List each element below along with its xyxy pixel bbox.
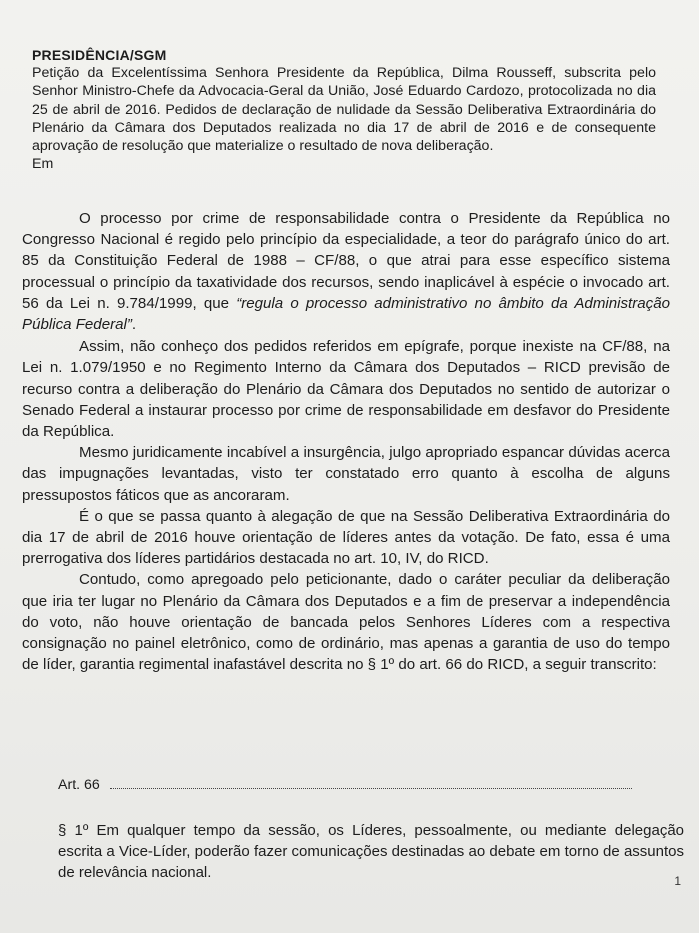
- dotted-leader: [110, 776, 632, 789]
- paragraph-one: [22, 208, 670, 335]
- paragraph-five: Contudo, como apregoado pelo peticionante, dado o caráter peculiar da deliberação que iria ter lugar no Plenário da Câmara dos Deputados e a fim de preservar a independência do voto, não houve orientação de bancada pelos Senhores Líderes com a respectiva consignação no painel eletrônico, como de ordinário, mas apenas a garantia de uso do tempo de líder, garantia regimental inafastável descrita no § 1º do art. 66 do RICD, a seguir transcrito:: [22, 571, 670, 674]
- summary-text: Petição da Excelentíssima Senhora Presidente da República, Dilma Rousseff, subscrita pelo Senhor Ministro-Chefe da Advocacia-Geral da União, José Eduardo Cardozo, protocolizada no dia 25 de abril de 2016. Pedidos de declaração de nulidade da Sessão Deliberativa Extraordinária do Plenário da Câmara dos Deputados realizada no dia 17 de abril de 2016 e de consequente aprovação de resolução que materialize o resultado de nova deliberação.: [32, 65, 656, 155]
- paragraph-four: É o que se passa quanto à alegação de que na Sessão Deliberativa Extraordinária do dia 17 de abril de 2016 houve orientação de líderes antes da votação. De fato, essa é uma prerrogativa dos líderes partidários destacada no art. 10, IV, do RICD.: [22, 507, 670, 568]
- article-paragraph: § 1º Em qualquer tempo da sessão, os Líderes, pessoalmente, ou mediante delegação escrita a Vice-Líder, poderão fazer comunicações destinadas ao debate em torno de assuntos de relevância nacional.: [58, 822, 684, 881]
- document-body: [22, 208, 670, 675]
- page-number: 1: [674, 874, 681, 888]
- document-header: [32, 46, 656, 173]
- paragraph-one-end: .: [131, 316, 137, 334]
- paragraph-one-quote: “regula o processo administrativo no âmbito da Administração Pública Federal”: [22, 294, 670, 334]
- article-citation-line: [58, 776, 632, 794]
- paragraph-three: Mesmo juridicamente incabível a insurgência, julgo apropriado espancar dúvidas acerca das impugnações levantadas, visto ter constatado erro quanto à escolha de alguns pressupostos fáticos que as ancoraram.: [22, 444, 670, 504]
- em-label: Em: [32, 156, 54, 173]
- paragraph-two: Assim, não conheço dos pedidos referidos em epígrafe, porque inexiste na CF/88, na Lei n. 1.079/1950 e no Regimento Interno da Câmara dos Deputados – RICD previsão de recurso contra a deliberação do Plenário da Câmara dos Deputados no sentido de autorizar o Senado Federal a instaurar processo por crime de responsabilidade em desfavor do Presidente da República.: [22, 338, 670, 441]
- article-number: Art. 66: [58, 777, 100, 793]
- document-title: PRESIDÊNCIA/SGM: [32, 47, 167, 63]
- petition-summary: [32, 64, 656, 173]
- paragraph-one-start: O processo por crime de responsabilidade contra o Presidente da República no Congresso Nacional é regido pelo princípio da especialidade, a teor do parágrafo único do art. 85 da Constituição Federal de 1988 – CF/88, o que atrai para esse específico sistema processual o princípio da taxatividade dos recursos, sendo inaplicável à espécie o invocado art. 56 da Lei n. 9.784/1999, que: [22, 210, 670, 312]
